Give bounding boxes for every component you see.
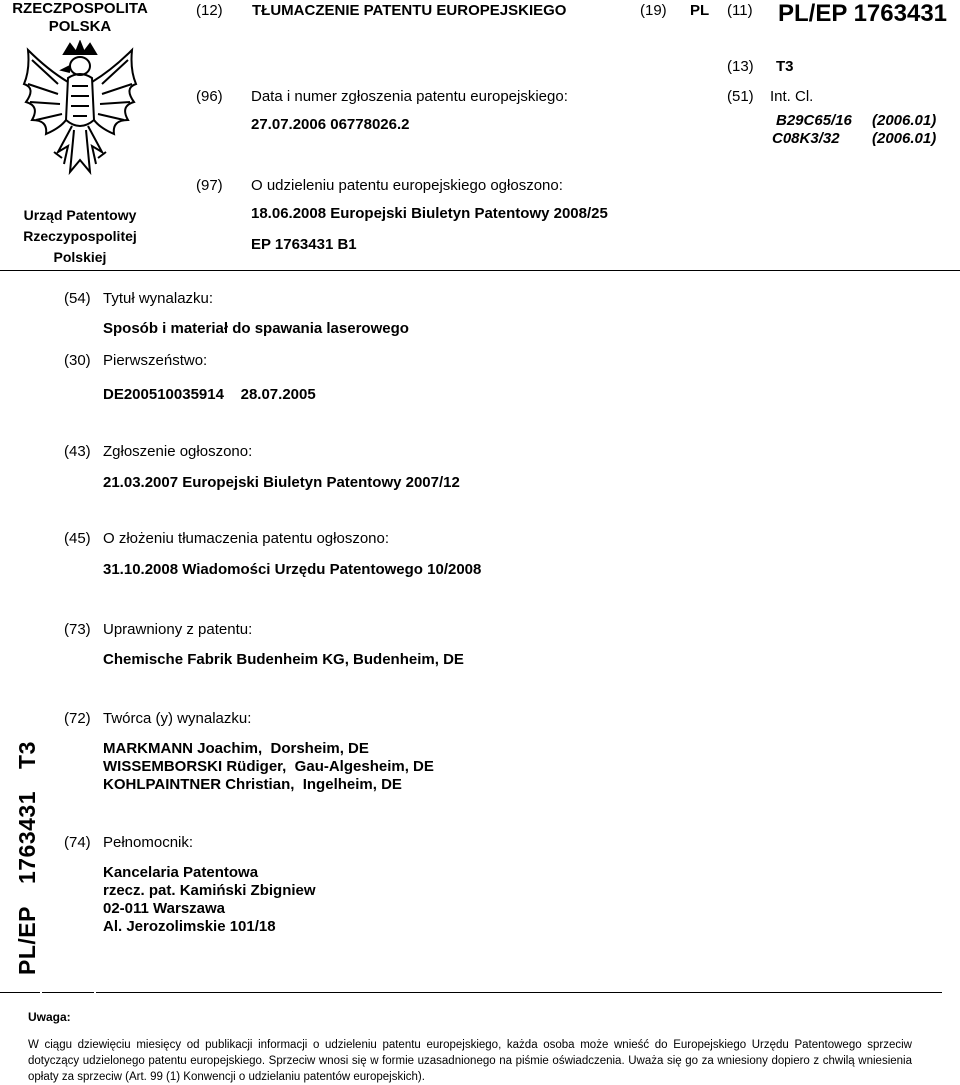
side-kind: T3 <box>14 741 40 769</box>
proprietor-label: Uprawniony z patentu: <box>103 621 253 638</box>
ipc-code-1: B29C65/16 <box>776 112 852 129</box>
int-cl-label: Int. Cl. <box>770 88 814 105</box>
inventor-2: WISSEMBORSKI Rüdiger, Gau-Algesheim, DE <box>103 758 434 775</box>
polish-eagle-emblem-icon <box>18 40 142 180</box>
side-prefix: PL/EP <box>14 906 40 975</box>
code-30: (30) <box>64 352 91 369</box>
code-96: (96) <box>196 88 223 105</box>
attorney-line-4: Al. Jerozolimskie 101/18 <box>103 918 276 935</box>
country-line1: RZECZPOSPOLITA <box>12 0 148 17</box>
office-name: Urząd Patentowy Rzeczypospolitej Polskiej <box>23 207 137 265</box>
attorney-line-1: Kancelaria Patentowa <box>103 864 259 881</box>
invention-title: Sposób i materiał do spawania laserowego <box>103 320 409 337</box>
code-12: (12) <box>196 2 223 19</box>
attorney-line-3: 02-011 Warszawa <box>103 900 226 917</box>
code-51: (51) <box>727 88 754 105</box>
application-published-value: 21.03.2007 Europejski Biuletyn Patentowy 2007/12 <box>103 474 460 491</box>
footer-divider-left <box>0 992 40 993</box>
application-published-label: Zgłoszenie ogłoszono: <box>103 443 253 460</box>
side-number: 1763431 <box>14 790 40 885</box>
code-73: (73) <box>64 621 91 638</box>
filing-label: Data i numer zgłoszenia patentu europejskiego: <box>251 88 568 105</box>
code-74: (74) <box>64 834 91 851</box>
filing-value: 27.07.2006 06778026.2 <box>251 116 410 133</box>
priority-value: DE200510035914 28.07.2005 <box>103 386 316 403</box>
note-label: Uwaga: <box>28 1010 71 1024</box>
note-text: W ciągu dziewięciu miesięcy od publikacji informacji o udzieleniu patentu europejskiego, każda osoba może wnieść do Europejskiego Urzędu Patentowego sprzeciw dotyczący udzielonego patentu europejskiego. Sprzeciw wnosi się w formie uzasadnionego na piśmie oświadczenia. Uważa się go za wniesiony dopiero z chwilą wniesienia opłaty za sprzeciw (Art. 99 (1) Konwencji o udzielaniu patentów europejskich). <box>28 1039 912 1083</box>
inventor-3: KOHLPAINTNER Christian, Ingelheim, DE <box>103 776 402 793</box>
translation-published-label: O złożeniu tłumaczenia patentu ogłoszono: <box>103 530 390 547</box>
priority-label: Pierwszeństwo: <box>103 352 208 369</box>
ipc-date-1: (2006.01) <box>872 112 937 129</box>
code-43: (43) <box>64 443 91 460</box>
attorney-line-2: rzecz. pat. Kamiński Zbigniew <box>103 882 316 899</box>
grant-value: 18.06.2008 Europejski Biuletyn Patentowy 2008/25 <box>251 205 608 222</box>
ep-number: EP 1763431 B1 <box>251 236 357 253</box>
footer-divider-right <box>96 992 942 993</box>
code-11: (11) <box>727 2 753 19</box>
code-54: (54) <box>64 290 91 307</box>
inventors-label: Twórca (y) wynalazku: <box>103 710 252 727</box>
attorney-label: Pełnomocnik: <box>103 834 194 851</box>
translation-published-value: 31.10.2008 Wiadomości Urzędu Patentowego 10/2008 <box>103 561 482 578</box>
country-line2: POLSKA <box>48 18 112 35</box>
document-type: TŁUMACZENIE PATENTU EUROPEJSKIEGO <box>252 2 567 19</box>
header-divider <box>0 270 960 271</box>
code-13: (13) <box>727 58 754 75</box>
ipc-date-2: (2006.01) <box>872 130 937 147</box>
title-label: Tytuł wynalazku: <box>103 290 214 307</box>
country-name <box>0 0 160 36</box>
footer-divider-mid <box>42 992 94 993</box>
inventor-1: MARKMANN Joachim, Dorsheim, DE <box>103 740 369 757</box>
code-45: (45) <box>64 530 91 547</box>
patent-number: PL/EP 1763431 <box>778 0 948 27</box>
kind-code: T3 <box>776 58 794 75</box>
side-patent-number <box>14 719 41 975</box>
ipc-code-2: C08K3/32 <box>772 130 840 147</box>
grant-label: O udzieleniu patentu europejskiego ogłoszono: <box>251 177 563 194</box>
code-72: (72) <box>64 710 91 727</box>
proprietor-value: Chemische Fabrik Budenheim KG, Budenheim, DE <box>103 651 464 668</box>
code-97: (97) <box>196 177 223 194</box>
code-19: (19) <box>640 2 667 19</box>
country-code: PL <box>690 2 710 19</box>
